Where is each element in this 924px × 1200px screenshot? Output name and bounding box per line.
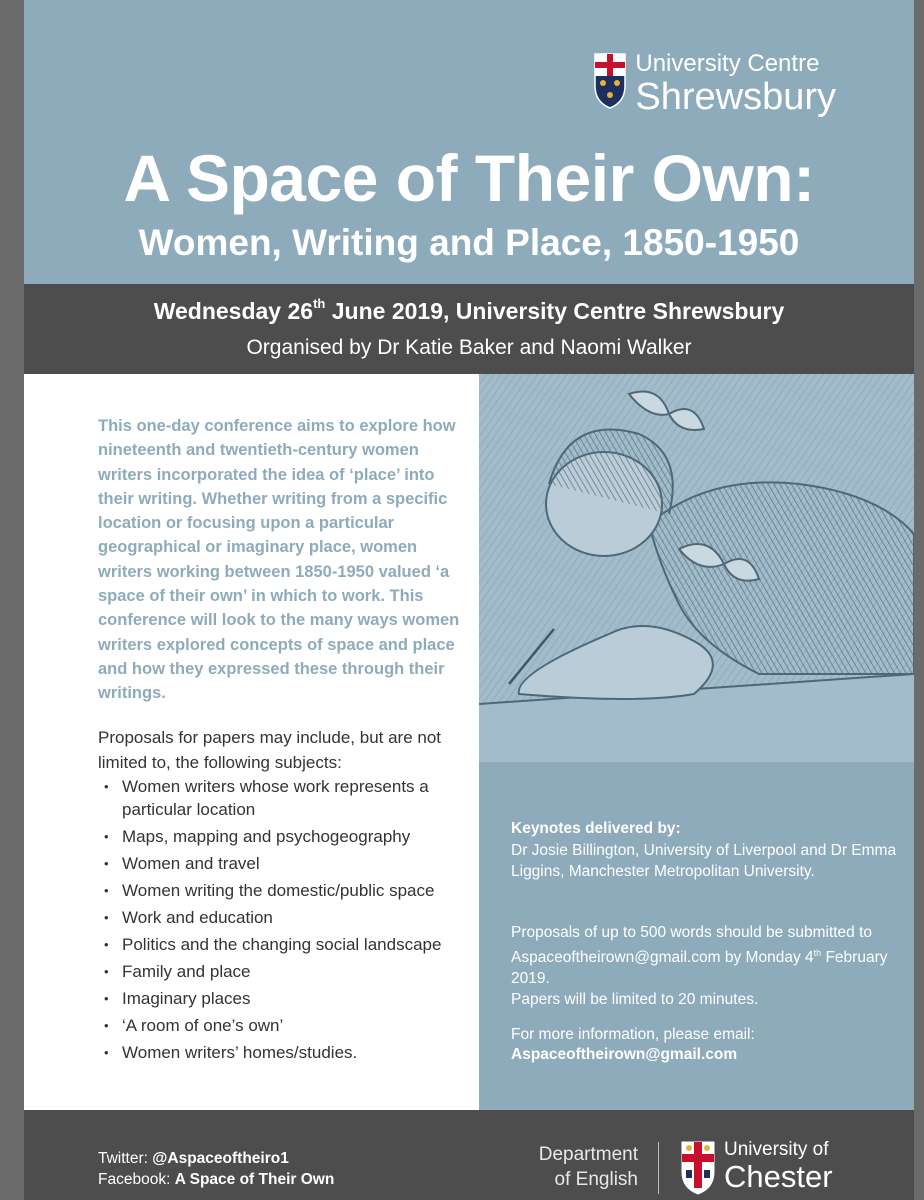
- ucs-crest-icon: [593, 52, 627, 110]
- list-item: • Work and education: [98, 906, 478, 929]
- illustration-woman-writing: [479, 374, 914, 762]
- poster: [24, 0, 914, 1200]
- footer: [24, 1110, 914, 1200]
- list-item: • Women and travel: [98, 852, 478, 875]
- keynotes-text: Dr Josie Billington, University of Liverpool and Dr Emma Liggins, Manchester Metropolitan University.: [511, 842, 897, 880]
- social-links: [98, 1148, 334, 1190]
- chester-crest-icon: [680, 1140, 716, 1196]
- logo-line1: University Centre: [635, 50, 820, 77]
- proposals-text: [511, 922, 901, 1010]
- twitter-line: [98, 1148, 334, 1169]
- list-item: • ‘A room of one’s own’: [98, 1014, 478, 1037]
- dept-line2: of English: [554, 1169, 638, 1190]
- contact-email[interactable]: Aspaceoftheirown@gmail.com: [511, 1046, 738, 1063]
- uni-line1: University of: [724, 1139, 829, 1160]
- list-item: • Imaginary places: [98, 987, 478, 1010]
- list-item: • Women writers’ homes/studies.: [98, 1041, 478, 1064]
- list-item: • Politics and the changing social landscape: [98, 933, 478, 956]
- proposals-sup: th: [813, 948, 822, 958]
- info-box: [479, 762, 914, 1110]
- chester-logo: [680, 1140, 833, 1196]
- event-band: [24, 284, 914, 374]
- twitter-label: Twitter:: [98, 1150, 153, 1167]
- ucs-logo: [593, 52, 836, 116]
- list-item: • Women writing the domestic/public space: [98, 879, 478, 902]
- proposals-text-b: February 2019.: [511, 949, 888, 988]
- event-date: [24, 298, 914, 325]
- more-info-text: For more information, please email:: [511, 1026, 755, 1043]
- proposals-intro: Proposals for papers may include, but are not limited to, the following subjects:: [98, 728, 442, 772]
- facebook-page[interactable]: A Space of Their Own: [174, 1171, 335, 1188]
- date-prefix: Wednesday 26: [153, 298, 314, 324]
- list-item: • Family and place: [98, 960, 478, 983]
- logo-line2: Shrewsbury: [635, 76, 836, 118]
- poster-title: A Space of Their Own:: [123, 141, 815, 215]
- dept-line1: Department: [538, 1144, 638, 1165]
- intro-paragraph: This one-day conference aims to explore how nineteenth and twentieth-century women writers incorporated the idea of ‘place’ into their writing. Whether writing from a specific location or focusing upon a particular geographical or imaginary place, women writers working between 1850-1950 valued ‘a space of their own’ in which to work. This conference will look to the many ways women writers explored concepts of space and place and how they expressed these through their writings.: [98, 417, 460, 703]
- list-item: • Women writers whose work represents a particular location: [98, 775, 478, 821]
- header: [24, 0, 914, 284]
- list-item: • Maps, mapping and psychogeography: [98, 825, 478, 848]
- date-suffix: th: [313, 296, 326, 311]
- footer-divider: [658, 1142, 659, 1194]
- facebook-line: [98, 1169, 334, 1190]
- proposals-text-c: Papers will be limited to 20 minutes.: [511, 991, 759, 1009]
- department-label: [504, 1142, 638, 1192]
- twitter-handle[interactable]: @Aspaceoftheiro1: [152, 1150, 289, 1167]
- date-rest: June 2019, University Centre Shrewsbury: [325, 298, 785, 324]
- uni-line2: Chester: [724, 1159, 833, 1194]
- illustration-drawing: [479, 374, 914, 762]
- proposals-text-a: Proposals of up to 500 words should be submitted to Aspaceoftheirown@gmail.com by Monday 4: [511, 924, 873, 967]
- topics-list: [98, 775, 478, 1068]
- keynotes-heading: Keynotes delivered by:: [511, 820, 681, 837]
- organisers: Organised by Dr Katie Baker and Naomi Walker: [246, 336, 692, 359]
- poster-subtitle: Women, Writing and Place, 1850-1950: [138, 222, 800, 263]
- facebook-label: Facebook:: [98, 1171, 175, 1188]
